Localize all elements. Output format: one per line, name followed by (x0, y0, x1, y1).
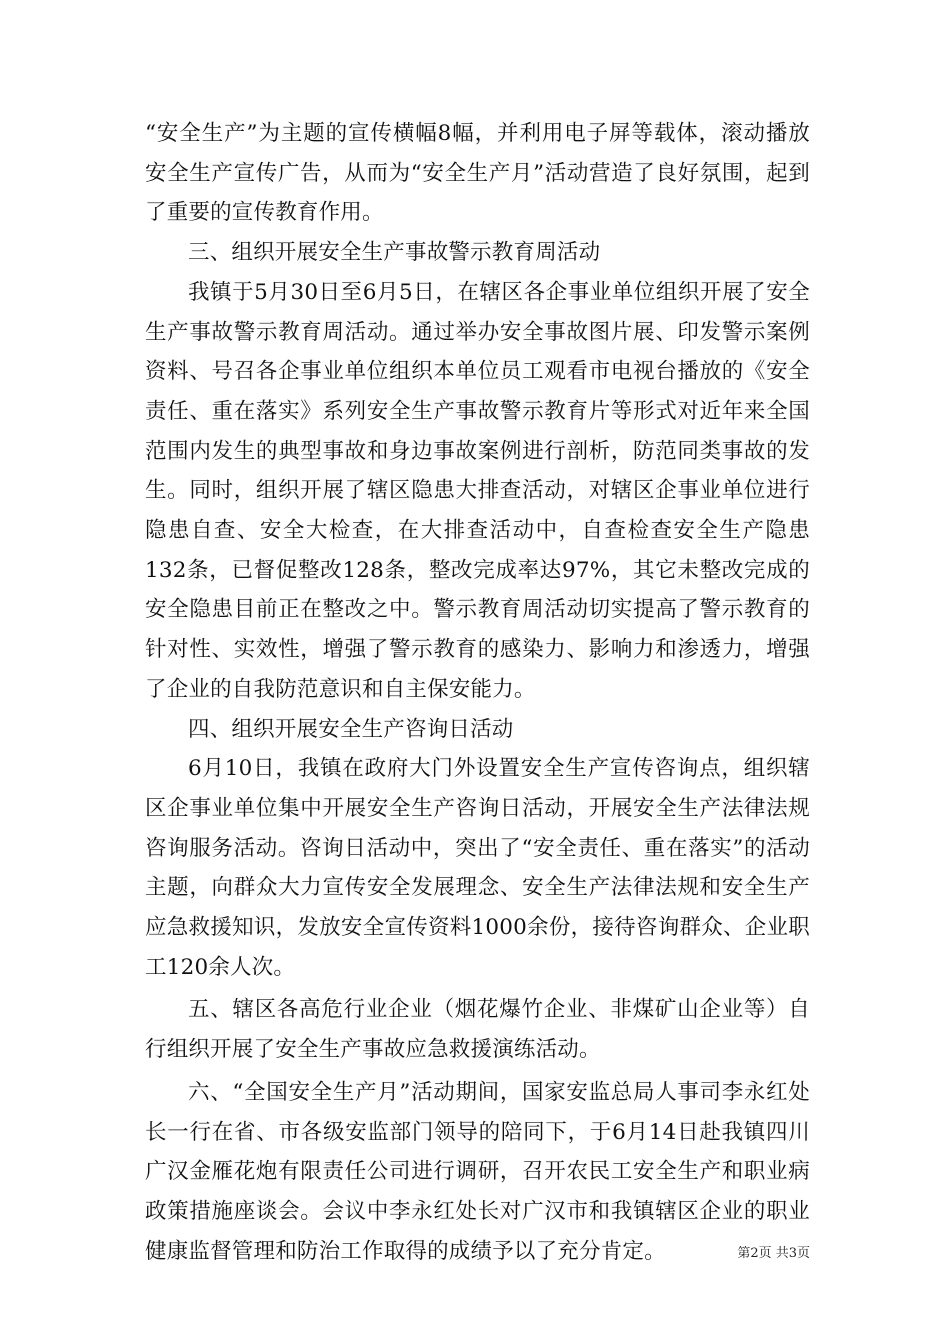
page-number: 第2页 共3页 (737, 1246, 810, 1261)
section-6: 六、“全国安全生产月”活动期间，国家安监总局人事司李永红处长一行在省、市各级安监部门领导的陪同下，于6月14日赴我镇四川广汉金雁花炮有限责任公司进行调研，召开农民工安全生产和职业病政策措施座谈会。会议中李永红处长对广汉市和我镇辖区企业的职业健康监督管理和防治工作取得的成绩予以了充分肯定。 (145, 1079, 810, 1264)
paragraph-continued: “安全生产”为主题的宣传横幅8幅，并利用电子屏等载体，滚动播放安全生产宣传广告，从而为“安全生产月”活动营造了良好氛围，起到了重要的宣传教育作用。 (145, 121, 810, 226)
document-body (145, 114, 810, 1271)
section-5: 五、辖区各高危行业企业（烟花爆竹企业、非煤矿山企业等）自行组织开展了安全生产事故应急救援演练活动。 (145, 997, 810, 1063)
paragraph-section-4: 6月10日，我镇在政府大门外设置安全生产宣传咨询点，组织辖区企事业单位集中开展安全生产咨询日活动，开展安全生产法律法规咨询服务活动。咨询日活动中，突出了“安全责任、重在落实”的活动主题，向群众大力宣传安全发展理念、安全生产法律法规和安全生产应急救援知识，发放安全宣传资料1000余份，接待咨询群众、企业职工120余人次。 (145, 756, 810, 980)
section-heading-3: 三、组织开展安全生产事故警示教育周活动 (188, 240, 601, 266)
paragraph-section-3: 我镇于5月30日至6月5日，在辖区各企事业单位组织开展了安全生产事故警示教育周活动。通过举办安全事故图片展、印发警示案例资料、号召各企事业单位组织本单位员工观看市电视台播放的《安全责任、重在落实》系列安全生产事故警示教育片等形式对近年来全国范围内发生的典型事故和身边事故案例进行剖析，防范同类事故的发生。同时，组织开展了辖区隐患大排查活动，对辖区企事业单位进行隐患自查、安全大检查，在大排查活动中，自查检查安全生产隐患132条，已督促整改128条，整改完成率达97%，其它未整改完成的安全隐患目前正在整改之中。警示教育周活动切实提高了警示教育的针对性、实效性，增强了警示教育的感染力、影响力和渗透力，增强了企业的自我防范意识和自主保安能力。 (145, 279, 810, 702)
section-heading-4: 四、组织开展安全生产咨询日活动 (188, 716, 514, 742)
